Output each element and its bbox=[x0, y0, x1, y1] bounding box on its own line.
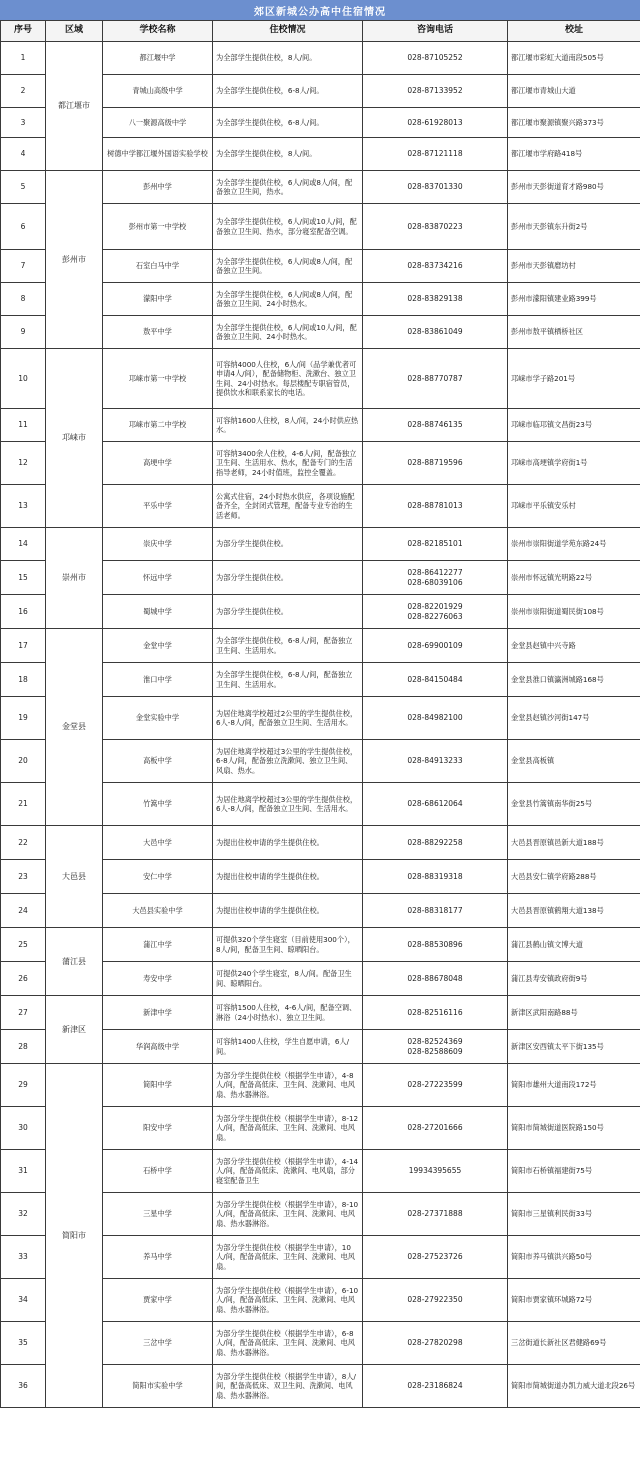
housing-info: 为全部学生提供住校，6-8人/间。 bbox=[213, 108, 363, 138]
school-name: 简阳中学 bbox=[103, 1064, 213, 1107]
school-name: 邛崃市第二中学校 bbox=[103, 409, 213, 442]
housing-info: 为居住地离学校超过3公里的学生提供住校，6-8人/间，配备独立洗漱间、独立卫生间、风扇、热水。 bbox=[213, 740, 363, 783]
school-address: 金堂县高板镇 bbox=[508, 740, 640, 783]
phone-cell bbox=[363, 928, 508, 962]
row-number: 15 bbox=[1, 561, 46, 595]
phone-cell bbox=[363, 316, 508, 349]
phone-number: 028-88678048 bbox=[407, 973, 463, 983]
phone-number: 028-23186824 bbox=[407, 1381, 463, 1391]
housing-info: 为部分学生提供住校。 bbox=[213, 561, 363, 595]
school-name: 敖平中学 bbox=[103, 316, 213, 349]
row-number: 9 bbox=[1, 316, 46, 349]
school-name: 青城山高级中学 bbox=[103, 75, 213, 108]
row-number: 29 bbox=[1, 1064, 46, 1107]
phone-cell bbox=[363, 283, 508, 316]
row-number: 30 bbox=[1, 1107, 46, 1150]
housing-table bbox=[0, 20, 640, 1408]
phone-number: 028-27201666 bbox=[407, 1123, 463, 1133]
school-name: 简阳市实验中学 bbox=[103, 1365, 213, 1408]
region-cell: 崇州市 bbox=[46, 528, 103, 629]
header-info: 住校情况 bbox=[213, 21, 363, 42]
region-cell: 大邑县 bbox=[46, 826, 103, 928]
phone-cell bbox=[363, 1064, 508, 1107]
row-number: 7 bbox=[1, 250, 46, 283]
housing-info: 公寓式住宿，24小时热水供应，各项设施配备齐全，全封闭式管理，配备专业专治的生活老师。 bbox=[213, 485, 363, 528]
phone-number: 028-82588609 bbox=[407, 1046, 463, 1056]
school-address: 金堂县赵镇沙河街147号 bbox=[508, 697, 640, 740]
school-address: 崇州市崇阳街道学苑东路24号 bbox=[508, 528, 640, 561]
housing-info: 为全部学生提供住校，6-8人/间，配备独立卫生间、生活用水。 bbox=[213, 629, 363, 663]
phone-cell bbox=[363, 108, 508, 138]
housing-info: 为全部学生提供住校，6人/间或10人/间，配备独立卫生间、热水，部分寝室配备空调。 bbox=[213, 204, 363, 250]
school-name: 高埂中学 bbox=[103, 442, 213, 485]
row-number: 22 bbox=[1, 826, 46, 860]
table-row bbox=[1, 1064, 640, 1107]
school-address: 都江堰市学府路418号 bbox=[508, 138, 640, 171]
phone-number: 028-83701330 bbox=[407, 182, 463, 192]
phone-number: 028-84982100 bbox=[407, 713, 463, 723]
phone-number: 028-88781013 bbox=[407, 501, 463, 511]
housing-info: 为全部学生提供住校，6人/间或8人/间，配备独立卫生间，热水。 bbox=[213, 171, 363, 204]
table-row bbox=[1, 528, 640, 561]
phone-number: 028-86412277 bbox=[407, 568, 463, 578]
phone-number: 028-68039106 bbox=[407, 577, 463, 587]
school-address: 简阳市养马镇洪兴路50号 bbox=[508, 1236, 640, 1279]
row-number: 19 bbox=[1, 697, 46, 740]
table-row bbox=[1, 629, 640, 663]
phone-number: 028-88530896 bbox=[407, 939, 463, 949]
row-number: 14 bbox=[1, 528, 46, 561]
region-cell: 都江堰市 bbox=[46, 42, 103, 171]
phone-cell bbox=[363, 962, 508, 996]
phone-number: 028-88770787 bbox=[407, 373, 463, 383]
school-name: 平乐中学 bbox=[103, 485, 213, 528]
phone-number: 028-61928013 bbox=[407, 117, 463, 127]
school-name: 蜀城中学 bbox=[103, 595, 213, 629]
phone-cell bbox=[363, 1193, 508, 1236]
housing-info: 为全部学生提供住校，6-8人/间。 bbox=[213, 75, 363, 108]
school-address: 蒲江县鹤山镇文博大道 bbox=[508, 928, 640, 962]
sheet-title: 郊区新城公办高中住宿情况 bbox=[0, 0, 640, 20]
row-number: 36 bbox=[1, 1365, 46, 1408]
phone-cell bbox=[363, 663, 508, 697]
housing-info: 可提供320个学生寝室（目前使用300个），8人/间，配备卫生间、晾晒阳台。 bbox=[213, 928, 363, 962]
school-address: 崇州市怀远镇光明路22号 bbox=[508, 561, 640, 595]
row-number: 23 bbox=[1, 860, 46, 894]
row-number: 25 bbox=[1, 928, 46, 962]
table-row bbox=[1, 928, 640, 962]
phone-number: 028-88719596 bbox=[407, 458, 463, 468]
school-address: 简阳市简城街道医院路150号 bbox=[508, 1107, 640, 1150]
school-name: 崇庆中学 bbox=[103, 528, 213, 561]
housing-info: 为部分学生提供住校（根据学生申请），6-10人/间，配备高低床、卫生间、洗漱间、电风扇、热水器淋浴。 bbox=[213, 1279, 363, 1322]
school-address: 新津区武阳南路88号 bbox=[508, 996, 640, 1030]
housing-info: 可容纳1600人住校，8人/间，24小时供应热水。 bbox=[213, 409, 363, 442]
row-number: 6 bbox=[1, 204, 46, 250]
row-number: 17 bbox=[1, 629, 46, 663]
row-number: 10 bbox=[1, 349, 46, 409]
housing-info: 可提供240个学生寝室，8人/间。配备卫生间、晾晒阳台。 bbox=[213, 962, 363, 996]
school-address: 大邑县安仁镇学府路288号 bbox=[508, 860, 640, 894]
phone-number: 028-82276063 bbox=[407, 611, 463, 621]
row-number: 2 bbox=[1, 75, 46, 108]
phone-number: 028-82201929 bbox=[407, 602, 463, 612]
phone-cell bbox=[363, 75, 508, 108]
table-row bbox=[1, 996, 640, 1030]
housing-info: 为部分学生提供住校。 bbox=[213, 528, 363, 561]
school-name: 寿安中学 bbox=[103, 962, 213, 996]
phone-number: 028-82516116 bbox=[407, 1007, 463, 1017]
school-address: 大邑县晋原镇鹤翔大道138号 bbox=[508, 894, 640, 928]
phone-number: 19934395655 bbox=[408, 1166, 462, 1176]
phone-cell bbox=[363, 442, 508, 485]
housing-info: 可容纳4000人住校，6人/间（品学兼优者可申请4人/间），配备储物柜、洗漱台、独立卫生间、24小时热水。每层楼配专职宿管员，提供饮水和联系家长的电话。 bbox=[213, 349, 363, 409]
phone-number: 028-83829138 bbox=[407, 294, 463, 304]
phone-number: 028-68612064 bbox=[407, 799, 463, 809]
phone-cell bbox=[363, 204, 508, 250]
region-cell: 简阳市 bbox=[46, 1064, 103, 1408]
school-address: 简阳市石桥镇福建街75号 bbox=[508, 1150, 640, 1193]
school-address: 蒲江县寿安镇政府街9号 bbox=[508, 962, 640, 996]
school-address: 彭州市天彭镇东升街2号 bbox=[508, 204, 640, 250]
phone-cell bbox=[363, 1236, 508, 1279]
row-number: 4 bbox=[1, 138, 46, 171]
phone-cell bbox=[363, 528, 508, 561]
housing-info: 为部分学生提供住校（根据学生申请），6-8人/间，配备高低床、卫生间、洗漱间、电风扇、热水器淋浴。 bbox=[213, 1322, 363, 1365]
row-number: 34 bbox=[1, 1279, 46, 1322]
phone-cell bbox=[363, 485, 508, 528]
school-address: 新津区安西镇太平下街135号 bbox=[508, 1030, 640, 1064]
phone-number: 028-87105252 bbox=[407, 53, 463, 63]
school-name: 怀远中学 bbox=[103, 561, 213, 595]
housing-info: 为全部学生提供住校，8人/间。 bbox=[213, 138, 363, 171]
phone-number: 028-27820298 bbox=[407, 1338, 463, 1348]
phone-cell bbox=[363, 42, 508, 75]
phone-cell bbox=[363, 138, 508, 171]
school-address: 简阳市雄州大道南段172号 bbox=[508, 1064, 640, 1107]
housing-info: 为居住地离学校超过2公里的学生提供住校，6人-8人/间，配备独立卫生间、生活用水。 bbox=[213, 697, 363, 740]
housing-info: 为提出住校申请的学生提供住校。 bbox=[213, 826, 363, 860]
school-address: 都江堰市青城山大道 bbox=[508, 75, 640, 108]
table-row bbox=[1, 826, 640, 860]
header-school: 学校名称 bbox=[103, 21, 213, 42]
row-number: 26 bbox=[1, 962, 46, 996]
phone-number: 028-27223599 bbox=[407, 1080, 463, 1090]
row-number: 5 bbox=[1, 171, 46, 204]
row-number: 16 bbox=[1, 595, 46, 629]
table-row bbox=[1, 42, 640, 75]
phone-number: 028-88292258 bbox=[407, 837, 463, 847]
school-address: 金堂县竹篙镇南华街25号 bbox=[508, 783, 640, 826]
school-address: 都江堰市聚源镇聚兴路373号 bbox=[508, 108, 640, 138]
housing-info: 为提出住校申请的学生提供住校。 bbox=[213, 860, 363, 894]
housing-info: 为部分学生提供住校（根据学生申请），10人/间，配备高低床、卫生间、洗漱间、电风扇。 bbox=[213, 1236, 363, 1279]
row-number: 32 bbox=[1, 1193, 46, 1236]
phone-number: 028-83870223 bbox=[407, 221, 463, 231]
school-name: 石桥中学 bbox=[103, 1150, 213, 1193]
row-number: 8 bbox=[1, 283, 46, 316]
phone-cell bbox=[363, 1322, 508, 1365]
housing-info: 为部分学生提供住校（根据学生申请），8-10人/间，配备高低床、卫生间、洗漱间、电风扇、热水器淋浴。 bbox=[213, 1193, 363, 1236]
phone-number: 028-83861049 bbox=[407, 327, 463, 337]
phone-cell bbox=[363, 1279, 508, 1322]
phone-number: 028-82524369 bbox=[407, 1037, 463, 1047]
housing-info: 为部分学生提供住校（根据学生申请），4-8人/间，配备高低床、卫生间、洗漱间、电风扇、热水器淋浴。 bbox=[213, 1064, 363, 1107]
school-name: 都江堰中学 bbox=[103, 42, 213, 75]
school-address: 彭州市濛阳镇建业路399号 bbox=[508, 283, 640, 316]
school-name: 新津中学 bbox=[103, 996, 213, 1030]
phone-number: 028-69900109 bbox=[407, 640, 463, 650]
row-number: 11 bbox=[1, 409, 46, 442]
region-cell: 邛崃市 bbox=[46, 349, 103, 528]
housing-info: 为全部学生提供住校，8人/间。 bbox=[213, 42, 363, 75]
header-region: 区域 bbox=[46, 21, 103, 42]
housing-info: 可容纳1400人住校，学生自愿申请，6人/间。 bbox=[213, 1030, 363, 1064]
housing-info: 为居住地离学校超过3公里的学生提供住校，6人-8人/间，配备独立卫生间、生活用水。 bbox=[213, 783, 363, 826]
phone-cell bbox=[363, 1150, 508, 1193]
region-cell: 金堂县 bbox=[46, 629, 103, 826]
table-body bbox=[1, 42, 640, 1408]
school-name: 八一聚源高级中学 bbox=[103, 108, 213, 138]
school-address: 金堂县赵镇中兴寺路 bbox=[508, 629, 640, 663]
row-number: 24 bbox=[1, 894, 46, 928]
phone-cell bbox=[363, 171, 508, 204]
school-name: 彭州中学 bbox=[103, 171, 213, 204]
school-address: 邛崃市学子路201号 bbox=[508, 349, 640, 409]
school-name: 彭州市第一中学校 bbox=[103, 204, 213, 250]
phone-number: 028-27922350 bbox=[407, 1295, 463, 1305]
phone-number: 028-27371888 bbox=[407, 1209, 463, 1219]
school-name: 金堂中学 bbox=[103, 629, 213, 663]
phone-cell bbox=[363, 783, 508, 826]
school-address: 简阳市贾家镇环城路72号 bbox=[508, 1279, 640, 1322]
school-name: 华润高级中学 bbox=[103, 1030, 213, 1064]
school-address: 邛崃市高埂镇学府街1号 bbox=[508, 442, 640, 485]
row-number: 21 bbox=[1, 783, 46, 826]
school-name: 三星中学 bbox=[103, 1193, 213, 1236]
row-number: 28 bbox=[1, 1030, 46, 1064]
phone-cell bbox=[363, 860, 508, 894]
header-no: 序号 bbox=[1, 21, 46, 42]
phone-cell bbox=[363, 409, 508, 442]
phone-number: 028-88746135 bbox=[407, 420, 463, 430]
table-row bbox=[1, 171, 640, 204]
school-address: 彭州市天彭镇磨坊村 bbox=[508, 250, 640, 283]
school-name: 三岔中学 bbox=[103, 1322, 213, 1365]
phone-cell bbox=[363, 996, 508, 1030]
housing-info: 为部分学生提供住校（根据学生申请），8-12人/间，配备高低床、卫生间、洗漱间、电风扇。 bbox=[213, 1107, 363, 1150]
phone-cell bbox=[363, 894, 508, 928]
housing-info: 为提出住校申请的学生提供住校。 bbox=[213, 894, 363, 928]
row-number: 13 bbox=[1, 485, 46, 528]
row-number: 3 bbox=[1, 108, 46, 138]
phone-number: 028-88319318 bbox=[407, 871, 463, 881]
row-number: 35 bbox=[1, 1322, 46, 1365]
phone-cell bbox=[363, 1030, 508, 1064]
phone-cell bbox=[363, 1107, 508, 1150]
housing-info: 为全部学生提供住校，6人/间或8人/间，配备独立卫生间。 bbox=[213, 250, 363, 283]
housing-info: 为部分学生提供住校（根据学生申请），4-14人/间，配备高低床、洗漱间、电风扇，部分寝室配备卫生 bbox=[213, 1150, 363, 1193]
school-name: 养马中学 bbox=[103, 1236, 213, 1279]
phone-number: 028-87121118 bbox=[407, 149, 463, 159]
row-number: 31 bbox=[1, 1150, 46, 1193]
school-address: 都江堰市彩虹大道南段505号 bbox=[508, 42, 640, 75]
school-name: 贾家中学 bbox=[103, 1279, 213, 1322]
header-address: 校址 bbox=[508, 21, 640, 42]
housing-info: 可容纳1500人住校，4-6人/间，配备空调、淋浴（24小时热水）、独立卫生间。 bbox=[213, 996, 363, 1030]
school-address: 邛崃市平乐镇安乐村 bbox=[508, 485, 640, 528]
phone-cell bbox=[363, 629, 508, 663]
school-address: 彭州市天彭街道育才路980号 bbox=[508, 171, 640, 204]
phone-cell bbox=[363, 595, 508, 629]
phone-number: 028-84150484 bbox=[407, 674, 463, 684]
school-name: 竹篙中学 bbox=[103, 783, 213, 826]
school-address: 简阳市三星镇利民街33号 bbox=[508, 1193, 640, 1236]
region-cell: 新津区 bbox=[46, 996, 103, 1064]
phone-number: 028-82185101 bbox=[407, 539, 463, 549]
housing-info: 为部分学生提供住校。 bbox=[213, 595, 363, 629]
region-cell: 彭州市 bbox=[46, 171, 103, 349]
school-name: 树德中学都江堰外国语实验学校 bbox=[103, 138, 213, 171]
phone-cell bbox=[363, 1365, 508, 1408]
housing-info: 为部分学生提供住校（根据学生申请），8人/间，配备高低床、双卫生间、洗漱间、电风扇、热水器淋浴。 bbox=[213, 1365, 363, 1408]
school-address: 邛崃市临邛镇文昌街23号 bbox=[508, 409, 640, 442]
housing-info: 为全部学生提供住校，6人/间或10人/间，配备独立卫生间、24小时热水。 bbox=[213, 316, 363, 349]
phone-number: 028-27523726 bbox=[407, 1252, 463, 1262]
row-number: 1 bbox=[1, 42, 46, 75]
phone-cell bbox=[363, 349, 508, 409]
school-address: 大邑县晋原镇邑新大道188号 bbox=[508, 826, 640, 860]
row-number: 20 bbox=[1, 740, 46, 783]
phone-cell bbox=[363, 250, 508, 283]
phone-number: 028-88318177 bbox=[407, 905, 463, 915]
phone-cell bbox=[363, 740, 508, 783]
table-row bbox=[1, 349, 640, 409]
school-name: 淮口中学 bbox=[103, 663, 213, 697]
phone-cell bbox=[363, 561, 508, 595]
phone-number: 028-83734216 bbox=[407, 261, 463, 271]
row-number: 18 bbox=[1, 663, 46, 697]
phone-cell bbox=[363, 697, 508, 740]
header-phone: 咨询电话 bbox=[363, 21, 508, 42]
school-name: 安仁中学 bbox=[103, 860, 213, 894]
phone-number: 028-84913233 bbox=[407, 756, 463, 766]
housing-info: 为全部学生提供住校，6人/间或8人/间，配备独立卫生间、24小时热水。 bbox=[213, 283, 363, 316]
housing-info: 可容纳3400余人住校，4-6人/间，配备独立卫生间、生活用水、热水，配备专门的生活指导老师，24小时值班，监控全覆盖。 bbox=[213, 442, 363, 485]
region-cell: 蒲江县 bbox=[46, 928, 103, 996]
row-number: 12 bbox=[1, 442, 46, 485]
school-address: 简阳市简城街道办凯力威大道北段26号 bbox=[508, 1365, 640, 1408]
housing-info: 为全部学生提供住校，6-8人/间，配备独立卫生间、生活用水。 bbox=[213, 663, 363, 697]
school-name: 石室白马中学 bbox=[103, 250, 213, 283]
phone-cell bbox=[363, 826, 508, 860]
school-name: 濛阳中学 bbox=[103, 283, 213, 316]
school-name: 大邑县实验中学 bbox=[103, 894, 213, 928]
school-name: 阳安中学 bbox=[103, 1107, 213, 1150]
school-name: 金堂实验中学 bbox=[103, 697, 213, 740]
school-address: 金堂县淮口镇瀛洲城路168号 bbox=[508, 663, 640, 697]
row-number: 27 bbox=[1, 996, 46, 1030]
school-name: 高板中学 bbox=[103, 740, 213, 783]
row-number: 33 bbox=[1, 1236, 46, 1279]
phone-number: 028-87133952 bbox=[407, 86, 463, 96]
header-row bbox=[1, 21, 640, 42]
school-address: 崇州市崇阳街道蜀民街108号 bbox=[508, 595, 640, 629]
school-name: 蒲江中学 bbox=[103, 928, 213, 962]
school-address: 彭州市敖平镇栖桥社区 bbox=[508, 316, 640, 349]
school-name: 邛崃市第一中学校 bbox=[103, 349, 213, 409]
school-name: 大邑中学 bbox=[103, 826, 213, 860]
school-address: 三岔街道长新社区君健路69号 bbox=[508, 1322, 640, 1365]
